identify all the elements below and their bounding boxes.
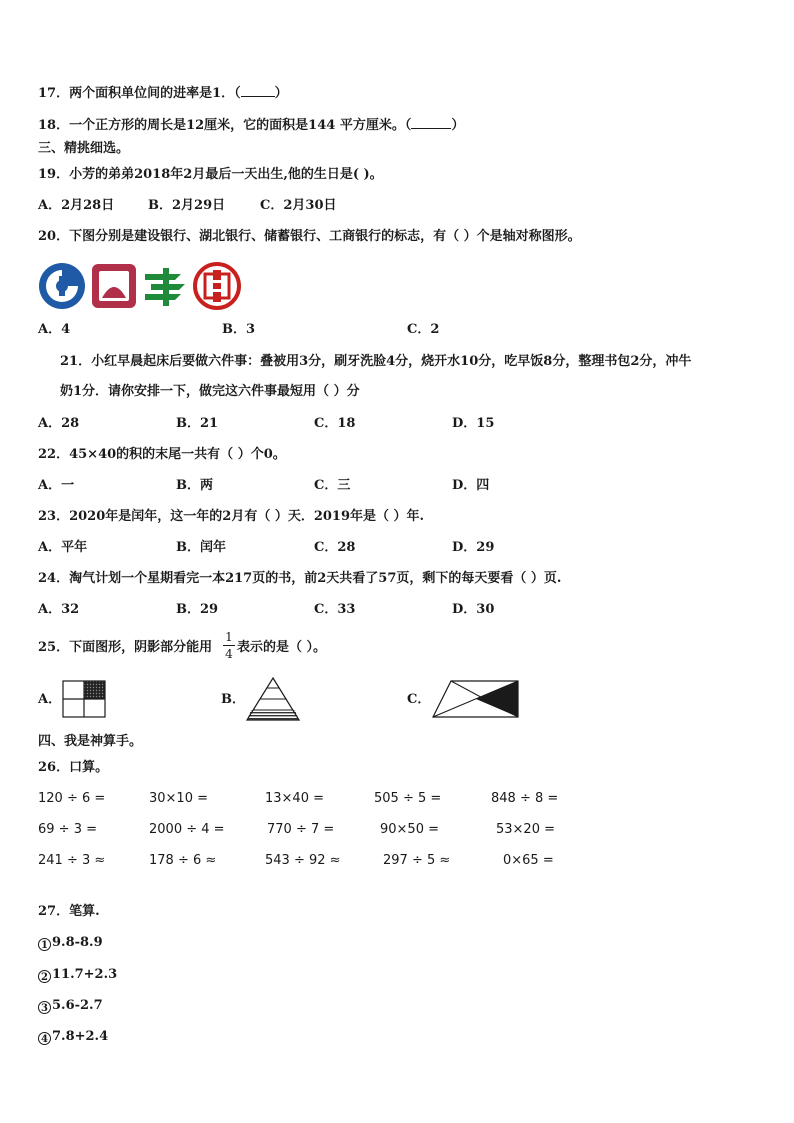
written-calc-1: 1 9.8-8.9: [38, 935, 103, 951]
option-20-b[interactable]: B．3: [222, 322, 256, 337]
option-21-a[interactable]: A．28: [38, 416, 80, 431]
calc-1-5: 848 ÷ 8 =: [491, 791, 559, 806]
option-23-a[interactable]: A．平年: [38, 540, 88, 555]
option-23-b[interactable]: B．闰年: [176, 540, 226, 555]
option-21-b[interactable]: B．21: [176, 416, 219, 431]
section-heading-3: 三、精挑细选。: [38, 141, 130, 156]
question-17: 17．两个面积单位间的进率是1．（ ）: [38, 86, 288, 101]
written-calc-2: 2 11.7+2.3: [38, 967, 117, 983]
question-22-text: 22．45×40的积的末尾一共有（ ）个0。: [38, 447, 286, 462]
option-20-a[interactable]: A．4: [38, 322, 71, 337]
question-26-title: 26．口算。: [38, 760, 109, 775]
option-22-d[interactable]: D．四: [452, 478, 490, 493]
calc-2-3: 770 ÷ 7 =: [267, 822, 335, 837]
option-25-a[interactable]: A．: [38, 692, 62, 707]
circled-number-4: 4: [38, 1032, 51, 1045]
question-17-text: 17．两个面积单位间的进率是1．（: [38, 86, 241, 101]
calc-3-4: 297 ÷ 5 ≈: [383, 853, 451, 868]
calc-2-5: 53×20 =: [496, 822, 556, 837]
answer-blank-18[interactable]: [411, 116, 451, 129]
circled-number-3: 3: [38, 1001, 51, 1014]
question-23-text: 23．2020年是闰年，这一年的2月有（ ）天．2019年是（ ）年.: [38, 509, 425, 524]
calc-3-5: 0×65 =: [503, 853, 554, 868]
shape-parallelogram-shaded[interactable]: [431, 679, 521, 719]
circled-number-2: 2: [38, 970, 51, 983]
calc-3-3: 543 ÷ 92 ≈: [265, 853, 341, 868]
fraction-denominator: 4: [225, 647, 233, 661]
written-calc-4: 4 7.8+2.4: [38, 1029, 108, 1045]
question-27-title: 27．笔算.: [38, 904, 100, 919]
answer-blank-17[interactable]: [241, 84, 275, 97]
calc-2-2: 2000 ÷ 4 =: [149, 822, 225, 837]
circled-number-1: 1: [38, 938, 51, 951]
question-20-text: 20．下图分别是建设银行、湖北银行、储蓄银行、工商银行的标志，有（ ）个是轴对称图形。: [38, 229, 581, 244]
option-23-c[interactable]: C．28: [314, 540, 356, 555]
option-21-c[interactable]: C．18: [314, 416, 356, 431]
calc-1-2: 30×10 =: [149, 791, 209, 806]
option-21-d[interactable]: D．15: [452, 416, 495, 431]
calc-3-1: 241 ÷ 3 ≈: [38, 853, 106, 868]
option-24-d[interactable]: D．30: [452, 602, 495, 617]
calc-3-2: 178 ÷ 6 ≈: [149, 853, 217, 868]
option-23-d[interactable]: D．29: [452, 540, 495, 555]
shape-square-quarter-shaded[interactable]: [62, 680, 106, 718]
written-calc-3: 3 5.6-2.7: [38, 998, 103, 1014]
postal-savings-logo: [141, 262, 189, 310]
option-25-b[interactable]: B．: [221, 692, 245, 707]
construction-bank-logo: [38, 262, 86, 310]
fraction-one-quarter: [223, 630, 235, 661]
question-18: 18．一个正方形的周长是12厘米，它的面积是144 平方厘米。（ ）: [38, 118, 465, 133]
calc-1-4: 505 ÷ 5 =: [374, 791, 442, 806]
fraction-numerator: 1: [225, 630, 233, 644]
option-24-c[interactable]: C．33: [314, 602, 356, 617]
question-19-text: 19．小芳的弟弟2018年2月最后一天出生,他的生日是( )。: [38, 167, 383, 182]
question-21-line-1: 21．小红早晨起床后要做六件事：叠被用3分，刷牙洗脸4分，烧开水10分，吃早饭8分，整理书包2分，冲牛: [60, 354, 692, 369]
option-19-c[interactable]: C．2月30日: [260, 198, 337, 213]
option-19-a[interactable]: A．2月28日: [38, 198, 115, 213]
option-22-a[interactable]: A．一: [38, 478, 75, 493]
question-21-line-2: 奶1分．请你安排一下，做完这六件事最短用（ ）分: [60, 384, 360, 399]
icbc-logo: [193, 262, 241, 310]
calc-1-3: 13×40 =: [265, 791, 325, 806]
question-18-text: 18．一个正方形的周长是12厘米，它的面积是144 平方厘米。（: [38, 118, 412, 133]
calc-2-4: 90×50 =: [380, 822, 440, 837]
option-24-a[interactable]: A．32: [38, 602, 80, 617]
calc-2-1: 69 ÷ 3 =: [38, 822, 97, 837]
question-25-prefix: 25．下面图形，阴影部分能用: [38, 640, 213, 655]
section-heading-4: 四、我是神算手。: [38, 734, 143, 749]
option-22-c[interactable]: C．三: [314, 478, 351, 493]
option-25-c[interactable]: C．: [407, 692, 431, 707]
option-22-b[interactable]: B．两: [176, 478, 213, 493]
calc-1-1: 120 ÷ 6 =: [38, 791, 106, 806]
hubei-bank-logo: [90, 262, 138, 310]
option-19-b[interactable]: B．2月29日: [148, 198, 226, 213]
option-24-b[interactable]: B．29: [176, 602, 219, 617]
option-20-c[interactable]: C．2: [407, 322, 440, 337]
question-25-suffix: 表示的是（ ）。: [237, 640, 327, 655]
question-24-text: 24．淘气计划一个星期看完一本217页的书，前2天共看了57页，剩下的每天要看（ ）页.: [38, 571, 562, 586]
shape-triangle-striped[interactable]: [245, 676, 301, 722]
